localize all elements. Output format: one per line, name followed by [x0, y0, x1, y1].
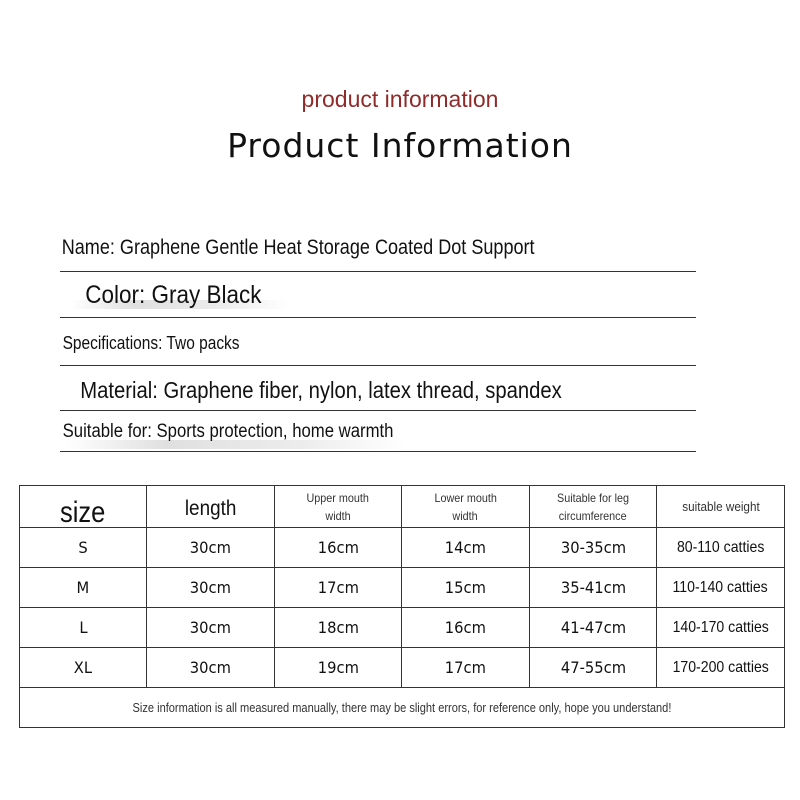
upper-width-cell: 16cm — [275, 528, 402, 568]
length-cell: 30cm — [147, 568, 275, 608]
product-suitable-for: Suitable for: Sports protection, home warmth — [62, 421, 394, 442]
table-header-row — [20, 486, 785, 528]
length-cell: 30cm — [147, 528, 275, 568]
size-table — [19, 485, 785, 728]
product-color-line — [60, 281, 696, 318]
header-lower-mouth-width: Lower mouth width — [402, 486, 530, 528]
leg-cell: 35-41cm — [530, 568, 657, 608]
header-size: size — [20, 486, 147, 528]
product-material-line — [60, 377, 696, 411]
weight-cell: 80-110 catties — [657, 528, 785, 568]
product-name-line — [60, 236, 696, 272]
leg-cell: 47-55cm — [530, 648, 657, 688]
upper-width-cell: 18cm — [275, 608, 402, 648]
header-suitable-weight: suitable weight — [657, 486, 785, 528]
header-length: length — [147, 486, 275, 528]
table-row — [20, 528, 785, 568]
lower-width-cell: 16cm — [402, 608, 530, 648]
weight-cell: 170-200 catties — [657, 648, 785, 688]
header-upper-mouth-width: Upper mouth width — [275, 486, 402, 528]
table-footnote-row — [20, 688, 785, 728]
table-row — [20, 568, 785, 608]
table-row — [20, 608, 785, 648]
size-cell: M — [20, 568, 147, 608]
lower-width-cell: 17cm — [402, 648, 530, 688]
size-note: Size information is all measured manually, there may be slight errors, for reference only, hope you understand! — [20, 688, 785, 728]
lower-width-cell: 14cm — [402, 528, 530, 568]
size-cell: XL — [20, 648, 147, 688]
product-suitable-for-line — [60, 421, 696, 452]
lower-width-cell: 15cm — [402, 568, 530, 608]
product-material: Material: Graphene fiber, nylon, latex thread, spandex — [80, 377, 562, 403]
subtitle-heading: product information — [301, 86, 499, 112]
weight-cell: 140-170 catties — [657, 608, 785, 648]
length-cell: 30cm — [147, 608, 275, 648]
weight-cell: 110-140 catties — [657, 568, 785, 608]
size-cell: S — [20, 528, 147, 568]
length-cell: 30cm — [147, 648, 275, 688]
leg-cell: 30-35cm — [530, 528, 657, 568]
page-title: Product Information — [227, 126, 573, 165]
header-leg-circumference: Suitable for leg circumference — [530, 486, 657, 528]
product-name: Name: Graphene Gentle Heat Storage Coated Dot Support — [61, 236, 535, 259]
upper-width-cell: 17cm — [275, 568, 402, 608]
product-specifications-line — [60, 333, 696, 366]
upper-width-cell: 19cm — [275, 648, 402, 688]
product-color: Color: Gray Black — [85, 281, 262, 309]
leg-cell: 41-47cm — [530, 608, 657, 648]
product-specifications: Specifications: Two packs — [62, 333, 240, 353]
table-row — [20, 648, 785, 688]
size-cell: L — [20, 608, 147, 648]
